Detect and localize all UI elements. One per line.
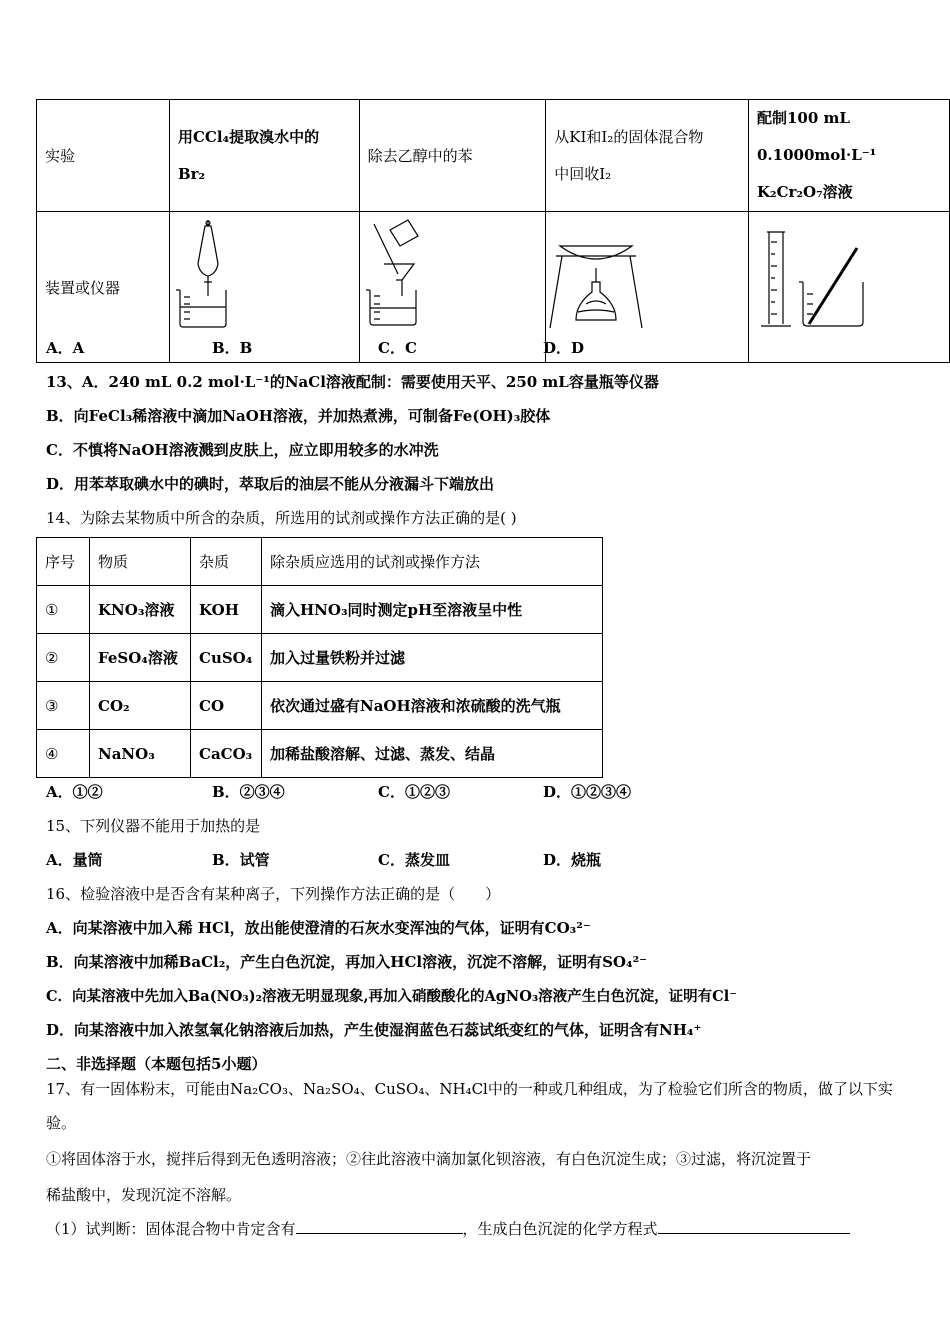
q14-cell: CuSO₄ xyxy=(191,634,262,682)
q14-header-method: 除杂质应选用的试剂或操作方法 xyxy=(262,538,603,586)
q14-header-impurity: 杂质 xyxy=(191,538,262,586)
q17-sub1 xyxy=(46,1218,850,1239)
section-heading: 二、非选择题（本题包括5小题） xyxy=(46,1055,267,1073)
q17-sub1-text-b: ，生成白色沉淀的化学方程式 xyxy=(462,1220,658,1238)
q13-option-a[interactable]: 13、A．240 mL 0.2 mol·L⁻¹的NaCl溶液配制：需要使用天平、250 mL容量瓶等仪器 xyxy=(46,373,659,391)
q15-option-d[interactable]: D．烧瓶 xyxy=(543,851,602,869)
q17-line2: 验。 xyxy=(46,1114,77,1132)
q12-col-a: 用CCl₄提取溴水中的 Br₂ xyxy=(169,100,359,212)
q16-option-b[interactable]: B．向某溶液中加稀BaCl₂，产生白色沉淀，再加入HCl溶液，沉淀不溶解，证明有SO₄²⁻ xyxy=(46,953,648,971)
q12-option-c[interactable]: C．C xyxy=(378,339,417,357)
answer-blank-2[interactable] xyxy=(658,1219,850,1234)
q16-stem: 16、检验溶液中是否含有某种离子，下列操作方法正确的是（ ） xyxy=(46,885,501,903)
q17-line3: ①将固体溶于水，搅拌后得到无色透明溶液；②往此溶液中滴加氯化钡溶液，有白色沉淀生成；③过滤，将沉淀置于 xyxy=(46,1150,812,1168)
q14-cell: ② xyxy=(37,634,90,682)
separatory-funnel-icon xyxy=(170,212,343,358)
q12-header-label: 实验 xyxy=(37,100,170,212)
q12-option-b[interactable]: B．B xyxy=(212,339,253,357)
q14-option-d[interactable]: D．①②③④ xyxy=(543,783,632,801)
q14-option-b[interactable]: B．②③④ xyxy=(212,783,285,801)
q14-option-c[interactable]: C．①②③ xyxy=(378,783,450,801)
answer-blank-1[interactable] xyxy=(296,1219,463,1234)
q14-cell: ① xyxy=(37,586,90,634)
q12-col-d: 配制100 mL 0.1000mol·L⁻¹ K₂Cr₂O₇溶液 xyxy=(749,100,950,212)
q14-cell: 加入过量铁粉并过滤 xyxy=(262,634,603,682)
q14-header-substance: 物质 xyxy=(90,538,191,586)
q12-col-b: 除去乙醇中的苯 xyxy=(359,100,546,212)
q14-cell: 依次通过盛有NaOH溶液和浓硫酸的洗气瓶 xyxy=(262,682,603,730)
cylinder-cell xyxy=(749,212,950,363)
q13-option-d[interactable]: D．用苯萃取碘水中的碘时，萃取后的油层不能从分液漏斗下端放出 xyxy=(46,475,495,493)
q14-cell: FeSO₄溶液 xyxy=(90,634,191,682)
table-row xyxy=(37,682,603,730)
q14-option-a[interactable]: A．①② xyxy=(46,783,103,801)
q12-option-d[interactable]: D．D xyxy=(543,339,585,357)
q16-option-d[interactable]: D．向某溶液中加入浓氢氧化钠溶液后加热，产生使湿润蓝色石蕊试纸变红的气体，证明含有NH₄⁺ xyxy=(46,1021,702,1039)
table-row xyxy=(37,634,603,682)
q14-cell: 加稀盐酸溶解、过滤、蒸发、结晶 xyxy=(262,730,603,778)
q12-col-c: 从KI和I₂的固体混合物 中回收I₂ xyxy=(546,100,749,212)
q17-sub1-text-a: （1）试判断：固体混合物中肯定含有 xyxy=(46,1220,296,1238)
table-row xyxy=(37,586,603,634)
q13-option-c[interactable]: C．不慎将NaOH溶液溅到皮肤上，应立即用较多的水冲洗 xyxy=(46,441,439,459)
separatory-funnel-cell xyxy=(169,212,359,363)
q14-cell: CO₂ xyxy=(90,682,191,730)
q15-option-b[interactable]: B．试管 xyxy=(212,851,270,869)
q12-row2-label: 装置或仪器 xyxy=(37,212,170,363)
q14-cell: CaCO₃ xyxy=(191,730,262,778)
q13-option-b[interactable]: B．向FeCl₃稀溶液中滴加NaOH溶液，并加热煮沸，可制备Fe(OH)₃胶体 xyxy=(46,407,551,425)
q17-line1: 17、有一固体粉末，可能由Na₂CO₃、Na₂SO₄、CuSO₄、NH₄Cl中的一种或几种组成，为了检验它们所含的物质，做了以下实 xyxy=(46,1080,893,1098)
q14-header-no: 序号 xyxy=(37,538,90,586)
q14-cell: KNO₃溶液 xyxy=(90,586,191,634)
q15-stem: 15、下列仪器不能用于加热的是 xyxy=(46,817,261,835)
graduated-cylinder-icon xyxy=(749,212,949,358)
q15-option-a[interactable]: A．量筒 xyxy=(46,851,103,869)
q14-table xyxy=(36,537,603,778)
q14-cell: ③ xyxy=(37,682,90,730)
table-row xyxy=(37,730,603,778)
q15-option-c[interactable]: C．蒸发皿 xyxy=(378,851,450,869)
q17-line4: 稀盐酸中，发现沉淀不溶解。 xyxy=(46,1186,242,1204)
q14-cell: 滴入HNO₃同时测定pH至溶液呈中性 xyxy=(262,586,603,634)
q12-table xyxy=(36,99,950,363)
q14-cell: KOH xyxy=(191,586,262,634)
q16-option-a[interactable]: A．向某溶液中加入稀 HCl，放出能使澄清的石灰水变浑浊的气体，证明有CO₃²⁻ xyxy=(46,919,591,937)
q14-cell: CO xyxy=(191,682,262,730)
q14-cell: NaNO₃ xyxy=(90,730,191,778)
q12-option-a[interactable]: A．A xyxy=(46,339,85,357)
q14-cell: ④ xyxy=(37,730,90,778)
q14-stem: 14、为除去某物质中所含的杂质，所选用的试剂或操作方法正确的是( ) xyxy=(46,509,517,527)
q16-option-c[interactable]: C．向某溶液中先加入Ba(NO₃)₂溶液无明显现象,再加入硝酸酸化的AgNO₃溶液产生白色沉淀，证明有Cl⁻ xyxy=(46,988,737,1005)
